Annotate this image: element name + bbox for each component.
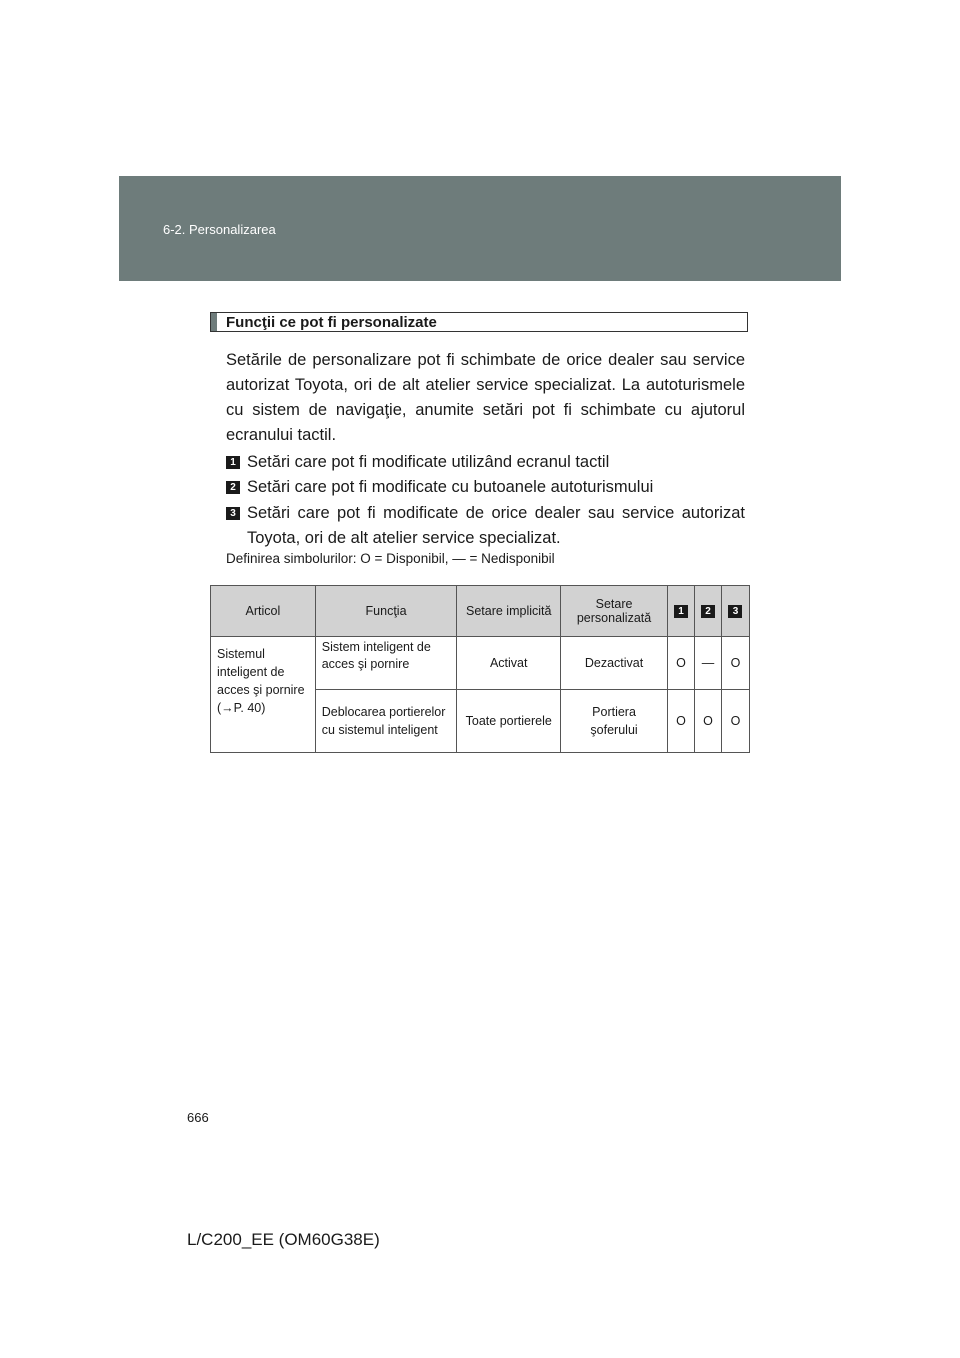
default-cell: Activat [457, 637, 561, 690]
legend-item-1 [226, 450, 745, 475]
settings-table [210, 585, 750, 753]
legend-item-2 [226, 475, 745, 500]
legend-item-text: Setări care pot fi modificate utilizând ecranul tactil [247, 453, 610, 471]
item-cell: Sistemul inteligent de acces şi pornire (→P. 40) [211, 637, 316, 753]
page-number: 666 [187, 1110, 209, 1125]
availability-cell: O [694, 690, 721, 753]
number-3-icon: 3 [728, 605, 742, 618]
legend-item-text: Setări care pot fi modificate cu butoanele autoturismului [247, 478, 654, 496]
header-custom: Setare personalizată [561, 586, 668, 637]
number-2-icon: 2 [226, 481, 240, 494]
number-3-icon: 3 [226, 507, 240, 520]
header-function: Funcţia [315, 586, 457, 637]
custom-cell: Portiera şoferului [561, 690, 668, 753]
header-col-2 [694, 586, 721, 637]
header-col-1 [667, 586, 694, 637]
manual-code: L/C200_EE (OM60G38E) [187, 1230, 380, 1249]
availability-cell: O [721, 690, 749, 753]
availability-cell: O [721, 637, 749, 690]
header-item: Articol [211, 586, 316, 637]
section-title: Funcţii ce pot fi personalizate [226, 314, 437, 331]
custom-cell: Dezactivat [561, 637, 668, 690]
header-band [119, 176, 841, 281]
intro-paragraph: Setările de personalizare pot fi schimbate de orice dealer sau service autorizat Toyota, ori de alt atelier service specializat. La autoturismele cu sistem de navigaţie, anumite setări pot fi schimbate cu ajutorul ecranului tactil. [226, 351, 745, 444]
section-heading-bar [211, 313, 217, 331]
number-1-icon: 1 [674, 605, 688, 618]
header-col-3 [721, 586, 749, 637]
section-breadcrumb: 6-2. Personalizarea [163, 222, 276, 237]
legend-item-text: Setări care pot fi modificate de orice dealer sau service autorizat Toyota, ori de alt atelier service specializat. [247, 504, 745, 547]
number-2-icon: 2 [701, 605, 715, 618]
availability-cell: O [667, 637, 694, 690]
function-cell: Deblocarea portierelor cu sistemul inteligent [315, 690, 457, 753]
number-1-icon: 1 [226, 456, 240, 469]
header-default: Setare implicită [457, 586, 561, 637]
function-cell: Sistem inteligent de acces şi pornire [315, 637, 457, 690]
section-heading-box [210, 312, 748, 332]
availability-cell: — [694, 637, 721, 690]
symbols-note: Definirea simbolurilor: O = Disponibil, — = Nedisponibil [226, 551, 555, 566]
table-header-row [211, 586, 750, 637]
default-cell: Toate portierele [457, 690, 561, 753]
table-row [211, 637, 750, 690]
availability-cell: O [667, 690, 694, 753]
legend-item-3 [226, 501, 745, 551]
